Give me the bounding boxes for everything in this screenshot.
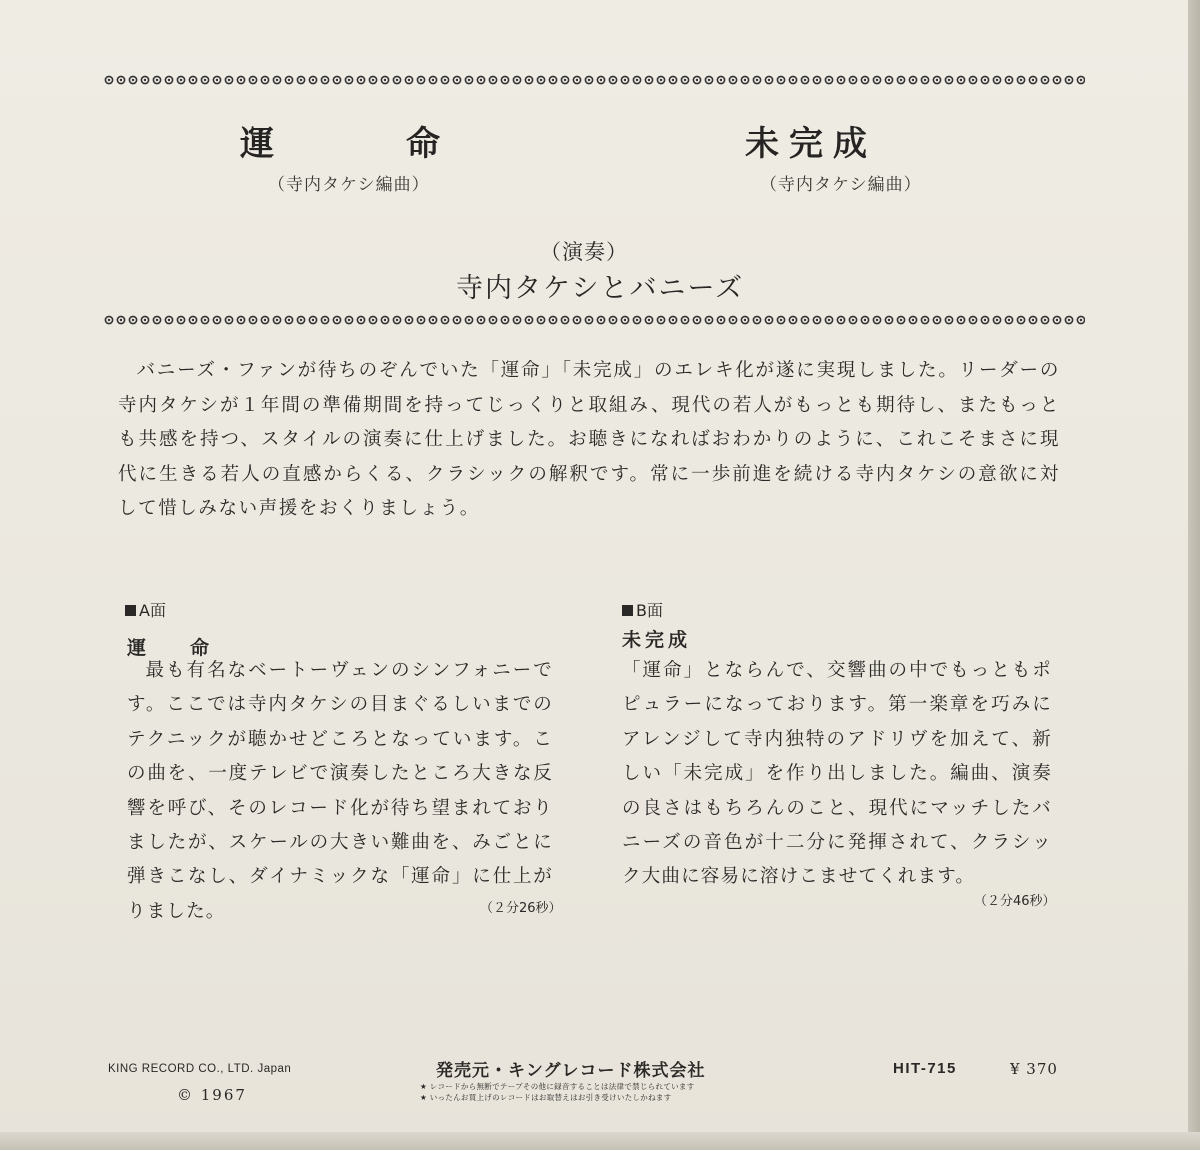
- footer-copyright: © 1967: [177, 1086, 247, 1104]
- footer-seller: 発売元・キングレコード株式会社: [436, 1061, 706, 1081]
- intro-paragraph: バニーズ・ファンが待ちのぞんでいた「運命」「未完成」のエレキ化が遂に実現しました。リーダーの寺内タケシが１年間の準備期間を持ってじっくりと取組み、現代の若人がもっとも期待し、またもっとも共感を持つ、スタイルの演奏に仕上げました。お聴きになればおわかりのように、これこそまさに現代に生きる若人の直感からくる、クラシックの解釈です。常に一歩前進を続ける寺内タケシの意欲に対して惜しみない声援をおくりましょう。: [118, 360, 1060, 519]
- side-b-description: 「運命」とならんで、交響曲の中でもっともポピュラーになっております。第一楽章を巧みにアレンジして寺内独特のアドリヴを加えて、新しい「未完成」を作り出しました。編曲、演奏の良さはもちろんのこと、現代にマッチしたバニーズの音色が十二分に発揮されて、クラシック大曲に容易に溶けこませてくれます。: [622, 660, 1052, 888]
- catalog-number: HIT-715: [893, 1060, 957, 1077]
- side-a-description: 最も有名なベートーヴェンのシンフォニーです。ここでは寺内タケシの目まぐるしいまでのテクニックが聴かせどころとなっています。この曲を、一度テレビで演奏したところ大きな反響を呼び、そのレコード化が待ち望まれておりましたが、スケールの大きい難曲を、みごとに弾きこなし、ダイナミックな「運命」に仕上がりました。: [127, 660, 553, 922]
- ornamental-border-middle: [103, 314, 1085, 326]
- sleeve-edge-bottom: [0, 1132, 1200, 1150]
- side-b-title-heading: 未完成: [745, 124, 877, 164]
- side-a-label: A面: [125, 598, 166, 621]
- side-a-title-heading: 運 命: [240, 124, 440, 164]
- performer-name: 寺内タケシとバニーズ: [456, 273, 745, 304]
- side-a-song-title: 運 命: [127, 637, 209, 659]
- sleeve-edge-right: [1188, 0, 1200, 1150]
- footer-company: KING RECORD CO., LTD. Japan: [108, 1063, 292, 1075]
- square-bullet-icon: [125, 605, 136, 616]
- ornamental-border-top: [103, 74, 1085, 86]
- side-b-duration: （２分46秒）: [974, 894, 1056, 909]
- side-a-duration: （２分26秒）: [480, 901, 562, 916]
- performer-label: （演奏）: [540, 240, 628, 264]
- side-b-arranger: （寺内タケシ編曲）: [760, 175, 922, 195]
- side-a-arranger: （寺内タケシ編曲）: [268, 175, 430, 195]
- square-bullet-icon: [622, 605, 633, 616]
- side-b-song-title: 未完成: [622, 629, 692, 651]
- footer-notice-exchange: ★ いったんお買上げのレコードはお取替えはお引き受けいたしかねます: [420, 1093, 672, 1102]
- side-b-label: B面: [622, 598, 663, 621]
- price: ¥ 370: [1010, 1060, 1058, 1078]
- footer-notice-recording: ★ レコードから無断でテープその他に録音することは法律で禁じられています: [420, 1082, 695, 1091]
